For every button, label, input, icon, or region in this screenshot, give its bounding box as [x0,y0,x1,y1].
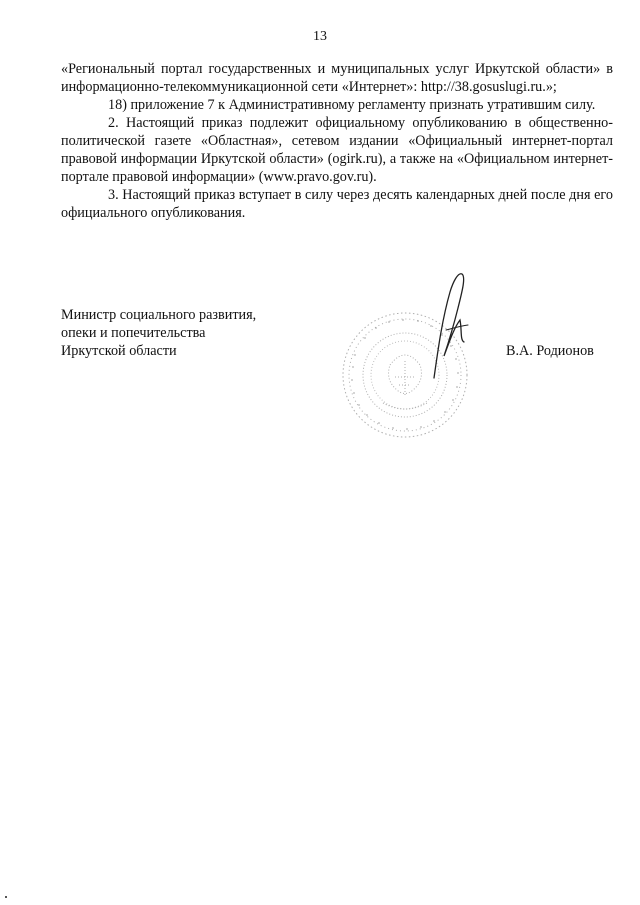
paragraph-item-18: 18) приложение 7 к Административному регламенту признать утратившим силу. [108,97,596,113]
scan-artifact-dot [5,896,7,898]
document-body [61,60,613,222]
page-number: 13 [313,29,327,44]
signer-position [61,306,256,360]
signer-name: В.А. Родионов [506,343,594,359]
signer-position-line-1: Министр социального развития, [61,307,257,323]
paragraph-entry-into-force: 3. Настоящий приказ вступает в силу через десять календарных дней после дня его официального опубликования. [61,187,613,221]
handwritten-signature [420,270,480,380]
signer-position-line-3: Иркутской области [61,343,177,359]
paragraph-publication: 2. Настоящий приказ подлежит официальному опубликованию в общественно-политической газете «Областная», сетевом издании «Официальный интернет-портал правовой информации Иркутской области» (ogirk.ru), а также на «Официальном интернет-портале правовой информации» (www.pravo.gov.ru). [61,115,613,185]
paragraph-continuation: «Региональный портал государственных и муниципальных услуг Иркутской области» в информационно-телекоммуникационной сети «Интернет»: http://38.gosuslugi.ru.»; [61,61,613,95]
signer-position-line-2: опеки и попечительства [61,325,206,341]
